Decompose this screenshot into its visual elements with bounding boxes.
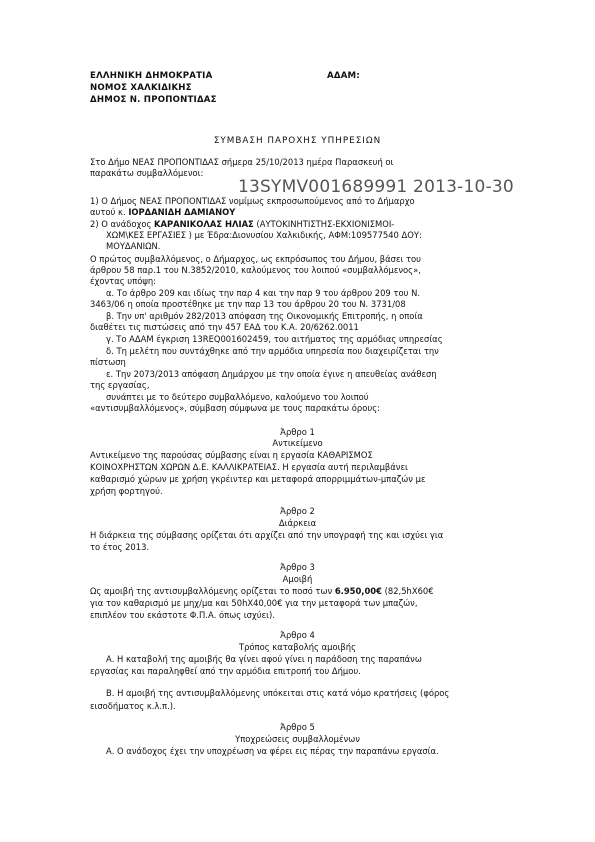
article-3-line-1 <box>90 586 434 597</box>
party1-prefix: αυτού κ. <box>90 207 129 217</box>
first-party-line-1: Ο πρώτος συμβαλλόμενος, ο Δήμαρχος, ως εκπρόσωπος του Δήμου, βάσει του <box>90 254 421 264</box>
header-prefecture: ΝΟΜΟΣ ΧΑΛΚΙΔΙΚΗΣ <box>90 83 192 93</box>
party2-line-3: ΜΟΥΔΑΝΙΩΝ. <box>106 241 161 251</box>
article-5-heading: Υποχρεώσεις συμβαλλομένων <box>235 734 360 744</box>
concludes-line-2: «αντισυμβαλλόμενος», σύμβαση σύμφωνα με τους παρακάτω όρους: <box>90 403 380 413</box>
header-adam-label: ΑΔΑΜ: <box>327 71 360 81</box>
recital-d-line-1: δ. Τη μελέτη που συντάχθηκε από την αρμόδια υπηρεσία που διαχειρίζεται την <box>106 346 439 356</box>
recital-e-line-1: ε. Την 2073/2013 απόφαση Δημάρχου με την οποία έγινε η απευθείας ανάθεση <box>106 369 437 379</box>
article-4-b-line-1: Β. Η αμοιβή της αντισυμβαλλόμενης υπόκειται στις κατά νόμο κρατήσεις (φόρος <box>106 688 450 698</box>
article-1-heading: Αντικείμενο <box>272 438 323 448</box>
recital-a-line-2: 3463/06 η οποία προστέθηκε με την παρ 13 του άρθρου 20 του Ν. 3731/08 <box>90 299 406 309</box>
article-5-number: Άρθρο 5 <box>280 722 315 732</box>
article-5-a-line-1: Α. Ο ανάδοχος έχει την υποχρέωση να φέρει εις πέρας την παραπάνω εργασία. <box>106 746 439 756</box>
party1-mayor-name: ΙΟΡΔΑΝΙΔΗ ΔΑΜΙΑΝΟΥ <box>128 207 236 217</box>
recital-a-line-1: α. Το άρθρο 209 και ιδίως την παρ 4 και την παρ 9 του άρθρου 209 του Ν. <box>106 288 421 298</box>
article-1-line-2: ΚΟΙΝΟΧΡΗΣΤΩΝ ΧΩΡΩΝ Δ.Ε. ΚΑΛΛΙΚΡΑΤΕΙΑΣ. Η εργασία αυτή περιλαμβάνει <box>90 462 408 472</box>
article-1-number: Άρθρο 1 <box>280 427 315 437</box>
recital-b-line-2: διαθέτει τις πιστώσεις από την 457 ΕΑΔ του Κ.Α. 20/6262.0011 <box>90 322 359 332</box>
article-1-line-3: καθαρισμό χώρων με χρήση γκρέιντερ και μεταφορά απορριμμάτων-μπαζών με <box>90 474 426 484</box>
article-3-heading: Αμοιβή <box>282 574 313 584</box>
article-4-a-line-2: εργασίας και παραληφθεί από την αρμόδια επιτροπή του Δήμου. <box>90 666 361 676</box>
party1-line-1: 1) Ο Δήμος ΝΕΑΣ ΠΡΟΠΟΝΤΙΔΑΣ νομίμως εκπροσωπούμενος από το Δήμαρχο <box>90 196 415 206</box>
diavgeia-stamp: 13SYMV001689991 2013-10-30 <box>238 177 514 197</box>
article-4-b-line-2: εισοδήματος κ.λ.π.). <box>90 701 176 711</box>
article-3-number: Άρθρο 3 <box>280 562 315 572</box>
article-1-line-4: χρήση φορτηγού. <box>90 486 163 496</box>
article-1-line-1: Αντικείμενο της παρούσας σύμβασης είναι η εργασία ΚΑΘΑΡΙΣΜΟΣ <box>90 450 373 460</box>
article-2-line-2: το έτος 2013. <box>90 542 150 552</box>
party2-line-2: ΧΩΜ\ΚΕΣ ΕΡΓΑΣΙΕΣ ) με Έδρα:Διονυσίου Χαλκιδικής, ΑΦΜ:109577540 ΔΟΥ: <box>106 230 422 240</box>
article-3-amount: 6.950,00€ <box>334 586 382 596</box>
article-2-line-1: Η διάρκεια της σύμβασης ορίζεται ότι αρχίζει από την υπογραφή της και ισχύει για <box>90 530 444 540</box>
recital-d-line-2: πίστωση <box>90 357 126 367</box>
first-party-line-3: έχοντας υπόψη: <box>90 276 156 286</box>
party1-line-2 <box>90 207 235 218</box>
header-country: ΕΛΛΗΝΙΚΗ ΔΗΜΟΚΡΑΤΙΑ <box>90 71 213 81</box>
document-title: ΣΥΜΒΑΣΗ ΠΑΡΟΧΗΣ ΥΠΗΡΕΣΙΩΝ <box>213 136 382 146</box>
article-4-number: Άρθρο 4 <box>280 630 315 640</box>
party2-occupation: (ΑΥΤΟΚΙΝΗΤΙΣΤΗΣ-ΕΚΧΙΟΝΙΣΜΟΙ- <box>253 219 395 229</box>
recital-e-line-2: της εργασίας, <box>90 380 150 390</box>
article-4-heading: Τρόπος καταβολής αμοιβής <box>238 642 356 652</box>
recital-g-line-1: γ. Το ΑΔΑΜ έγκριση 13REQ001602459, του αιτήματος της αρμόδιας υπηρεσίας <box>106 334 443 344</box>
header-municipality: ΔΗΜΟΣ Ν. ΠΡΟΠΟΝΤΙΔΑΣ <box>90 95 217 105</box>
party2-line-1 <box>90 219 394 230</box>
recital-b-line-1: β. Την υπ' αριθμόν 282/2013 απόφαση της Οικονομικής Επιτροπής, η οποία <box>106 311 423 321</box>
first-party-line-2: άρθρου 58 παρ.1 του Ν.3852/2010, καλούμενος του λοιπού «συμβαλλόμενος», <box>90 265 421 275</box>
article-4-a-line-1: Α. Η καταβολή της αμοιβής θα γίνει αφού γίνει η παράδοση της παραπάνω <box>106 654 422 664</box>
article-3-line-2: για τον καθαρισμό με μηχ/μα και 50hX40,00€ για την μεταφορά των μπαζών, <box>90 598 418 608</box>
party2-contractor-name: ΚΑΡΑΝΙΚΟΛΑΣ ΗΛΙΑΣ <box>154 219 254 229</box>
party2-prefix: 2) Ο ανάδοχος <box>90 219 155 229</box>
article-2-heading: Διάρκεια <box>278 518 317 528</box>
concludes-line-1: συνάπτει με το δεύτερο συμβαλλόμενο, καλούμενο του λοιπού <box>106 392 369 402</box>
intro-line-1: Στο Δήμο ΝΕΑΣ ΠΡΟΠΟΝΤΙΔΑΣ σήμερα 25/10/2013 ημέρα Παρασκευή οι <box>90 157 394 167</box>
intro-line-2: παρακάτω συμβαλλόμενοι: <box>90 168 204 178</box>
article-3-line-3: επιπλέον του εκάστοτε Φ.Π.Α. όπως ισχύει). <box>90 610 275 620</box>
article-3-line-1-prefix: Ως αμοιβή της αντισυμβαλλόμενης ορίζεται το ποσό των <box>90 586 335 596</box>
article-3-line-1-suffix: (82,5hX60€ <box>381 586 434 596</box>
article-2-number: Άρθρο 2 <box>280 506 315 516</box>
